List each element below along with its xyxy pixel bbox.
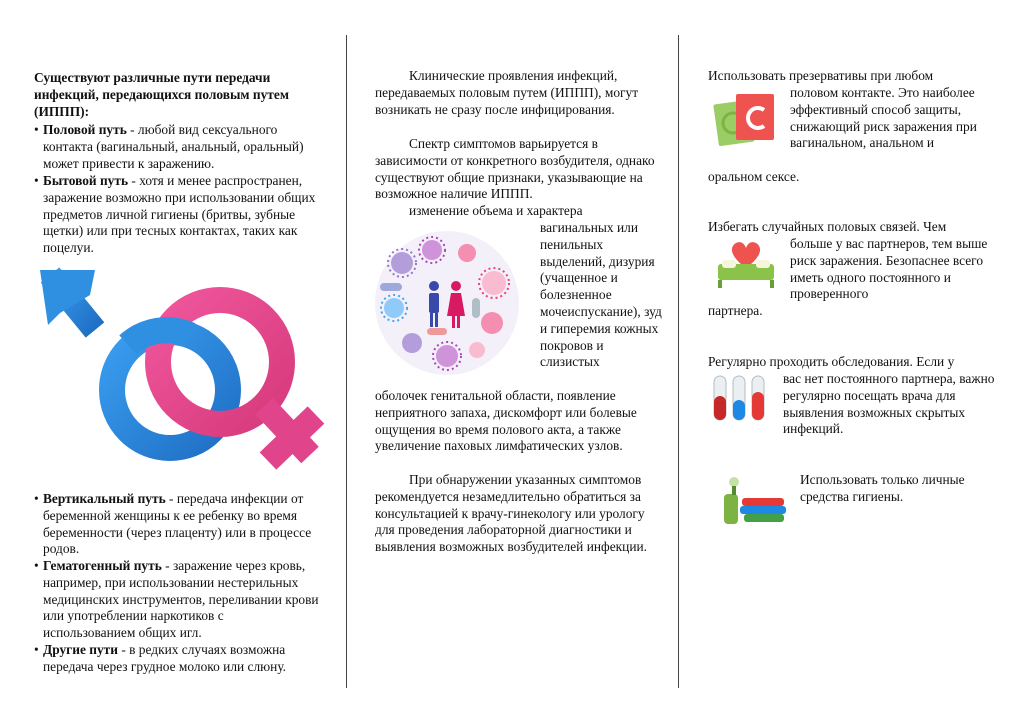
bullet-term: Другие пути — [43, 642, 118, 657]
microbes-people-illustration — [372, 228, 522, 378]
bullet-sexual-route: • Половой путь - любой вид сексуального контакта (вагинальный, анальный, оральный) может привести к заражению. — [34, 122, 304, 171]
symptoms-list-continuation: оболочек генитальной области, появление неприятного запаха, дискомфорт или болевые ощущения во время полового акта, а также увеличение паховых лимфатических узлов. — [375, 388, 637, 454]
bullet-text: - в редких случаях возможна передача через грудное молоко или слюну. — [43, 642, 287, 674]
bullet-text: - любой вид сексуального контакта (вагинальный, анальный, оральный) может привести к заражению. — [43, 122, 304, 171]
tip-condoms-last-line: оральном сексе. — [708, 169, 800, 184]
bullet-term: Гематогенный путь — [43, 558, 162, 573]
recommendation-paragraph: При обнаружении указанных симптомов рекомендуется незамедлительно обратиться за консультацией к врачу-гинекологу или урологу для проведения лабораторной диагностики и выявления возможных возбудителей инфекции. — [375, 472, 647, 555]
tip-condoms-first-line: Использовать презервативы при любом — [708, 68, 934, 83]
tip-partners-side-text: больше у вас партнеров, тем выше риск заражения. Безопаснее всего иметь одного постоянного и проверенного — [790, 236, 988, 302]
tip-condoms-side-text: половом контакте. Это наиболее эффективный способ защиты, снижающий риск заражения при вагинальном, анальном и — [790, 85, 977, 151]
test-tubes-icon — [708, 374, 770, 424]
transmission-heading: Существуют различные пути передачи инфекций, передающихся половым путем (ИППП): — [34, 70, 289, 119]
tip-partners-last-line: партнера. — [708, 303, 763, 318]
bullet-term: Бытовой путь — [43, 173, 129, 188]
tip-partners-first-line: Избегать случайных половых связей. Чем — [708, 219, 947, 234]
column-divider-1 — [346, 35, 347, 688]
bullet-hematogenous-route: • Гематогенный путь - заражение через кровь, например, при использовании нестерильных медицинских инструментов, переливании крови или употреблении наркотиков с использованием общих игл. — [34, 558, 319, 641]
gender-symbols-illustration — [40, 265, 330, 480]
symptoms-list-first-line: изменение объема и характера — [409, 203, 583, 218]
condoms-icon — [712, 92, 780, 150]
bullet-term: Вертикальный путь — [43, 491, 166, 506]
symptoms-spectrum-paragraph: Спектр симптомов варьируется в зависимости от конкретного возбудителя, однако существуют общие признаки, указывающие на возможное наличие ИППП. — [375, 136, 655, 202]
column-divider-2 — [678, 35, 679, 688]
tip-checkups-first-line: Регулярно проходить обследования. Если у — [708, 354, 955, 369]
bullet-text: - заражение через кровь, например, при использовании нестерильных медицинских инструментов, переливании крови или употреблении наркотиков с использованием общих игл. — [43, 558, 319, 641]
bullet-term: Половой путь — [43, 122, 127, 137]
hygiene-items-icon — [718, 474, 790, 534]
bullet-vertical-route: • Вертикальный путь - передача инфекции от беременной женщины к ее ребенку во время беременности (через плаценту) или в процессе родов. — [34, 491, 312, 557]
bullet-text: - передача инфекции от беременной женщины к ее ребенку во время беременности (через плаценту) или в процессе родов. — [43, 491, 312, 557]
tip-hygiene-text: Использовать только личные средства гигиены. — [800, 472, 965, 504]
symptoms-list-side-text: вагинальных или пенильных выделений, дизурия (учащенное и болезненное мочеиспускание), зуд и гиперемия кожных покровов и слизистых — [540, 220, 662, 370]
bed-heart-icon — [714, 238, 778, 292]
bullet-text: - хотя и менее распространен, заражение возможно при использовании общих предметов личной гигиены (бритвы, зубные щетки) или при тесных контактах, таких как поцелуи. — [43, 173, 316, 256]
tip-checkups-side-text: вас нет постоянного партнера, важно регулярно посещать врача для выявления возможных скрытых инфекций. — [783, 371, 995, 437]
bullet-household-route: • Бытовой путь - хотя и менее распространен, заражение возможно при использовании общих предметов личной гигиены (бритвы, зубные щетки) или при тесных контактах, таких как поцелуи. — [34, 173, 316, 256]
symptoms-intro-paragraph: Клинические проявления инфекций, передаваемых половым путем (ИППП), могут возникать не сразу после инфицирования. — [375, 68, 639, 117]
bullet-other-routes: • Другие пути - в редких случаях возможна передача через грудное молоко или слюну. — [34, 642, 287, 674]
